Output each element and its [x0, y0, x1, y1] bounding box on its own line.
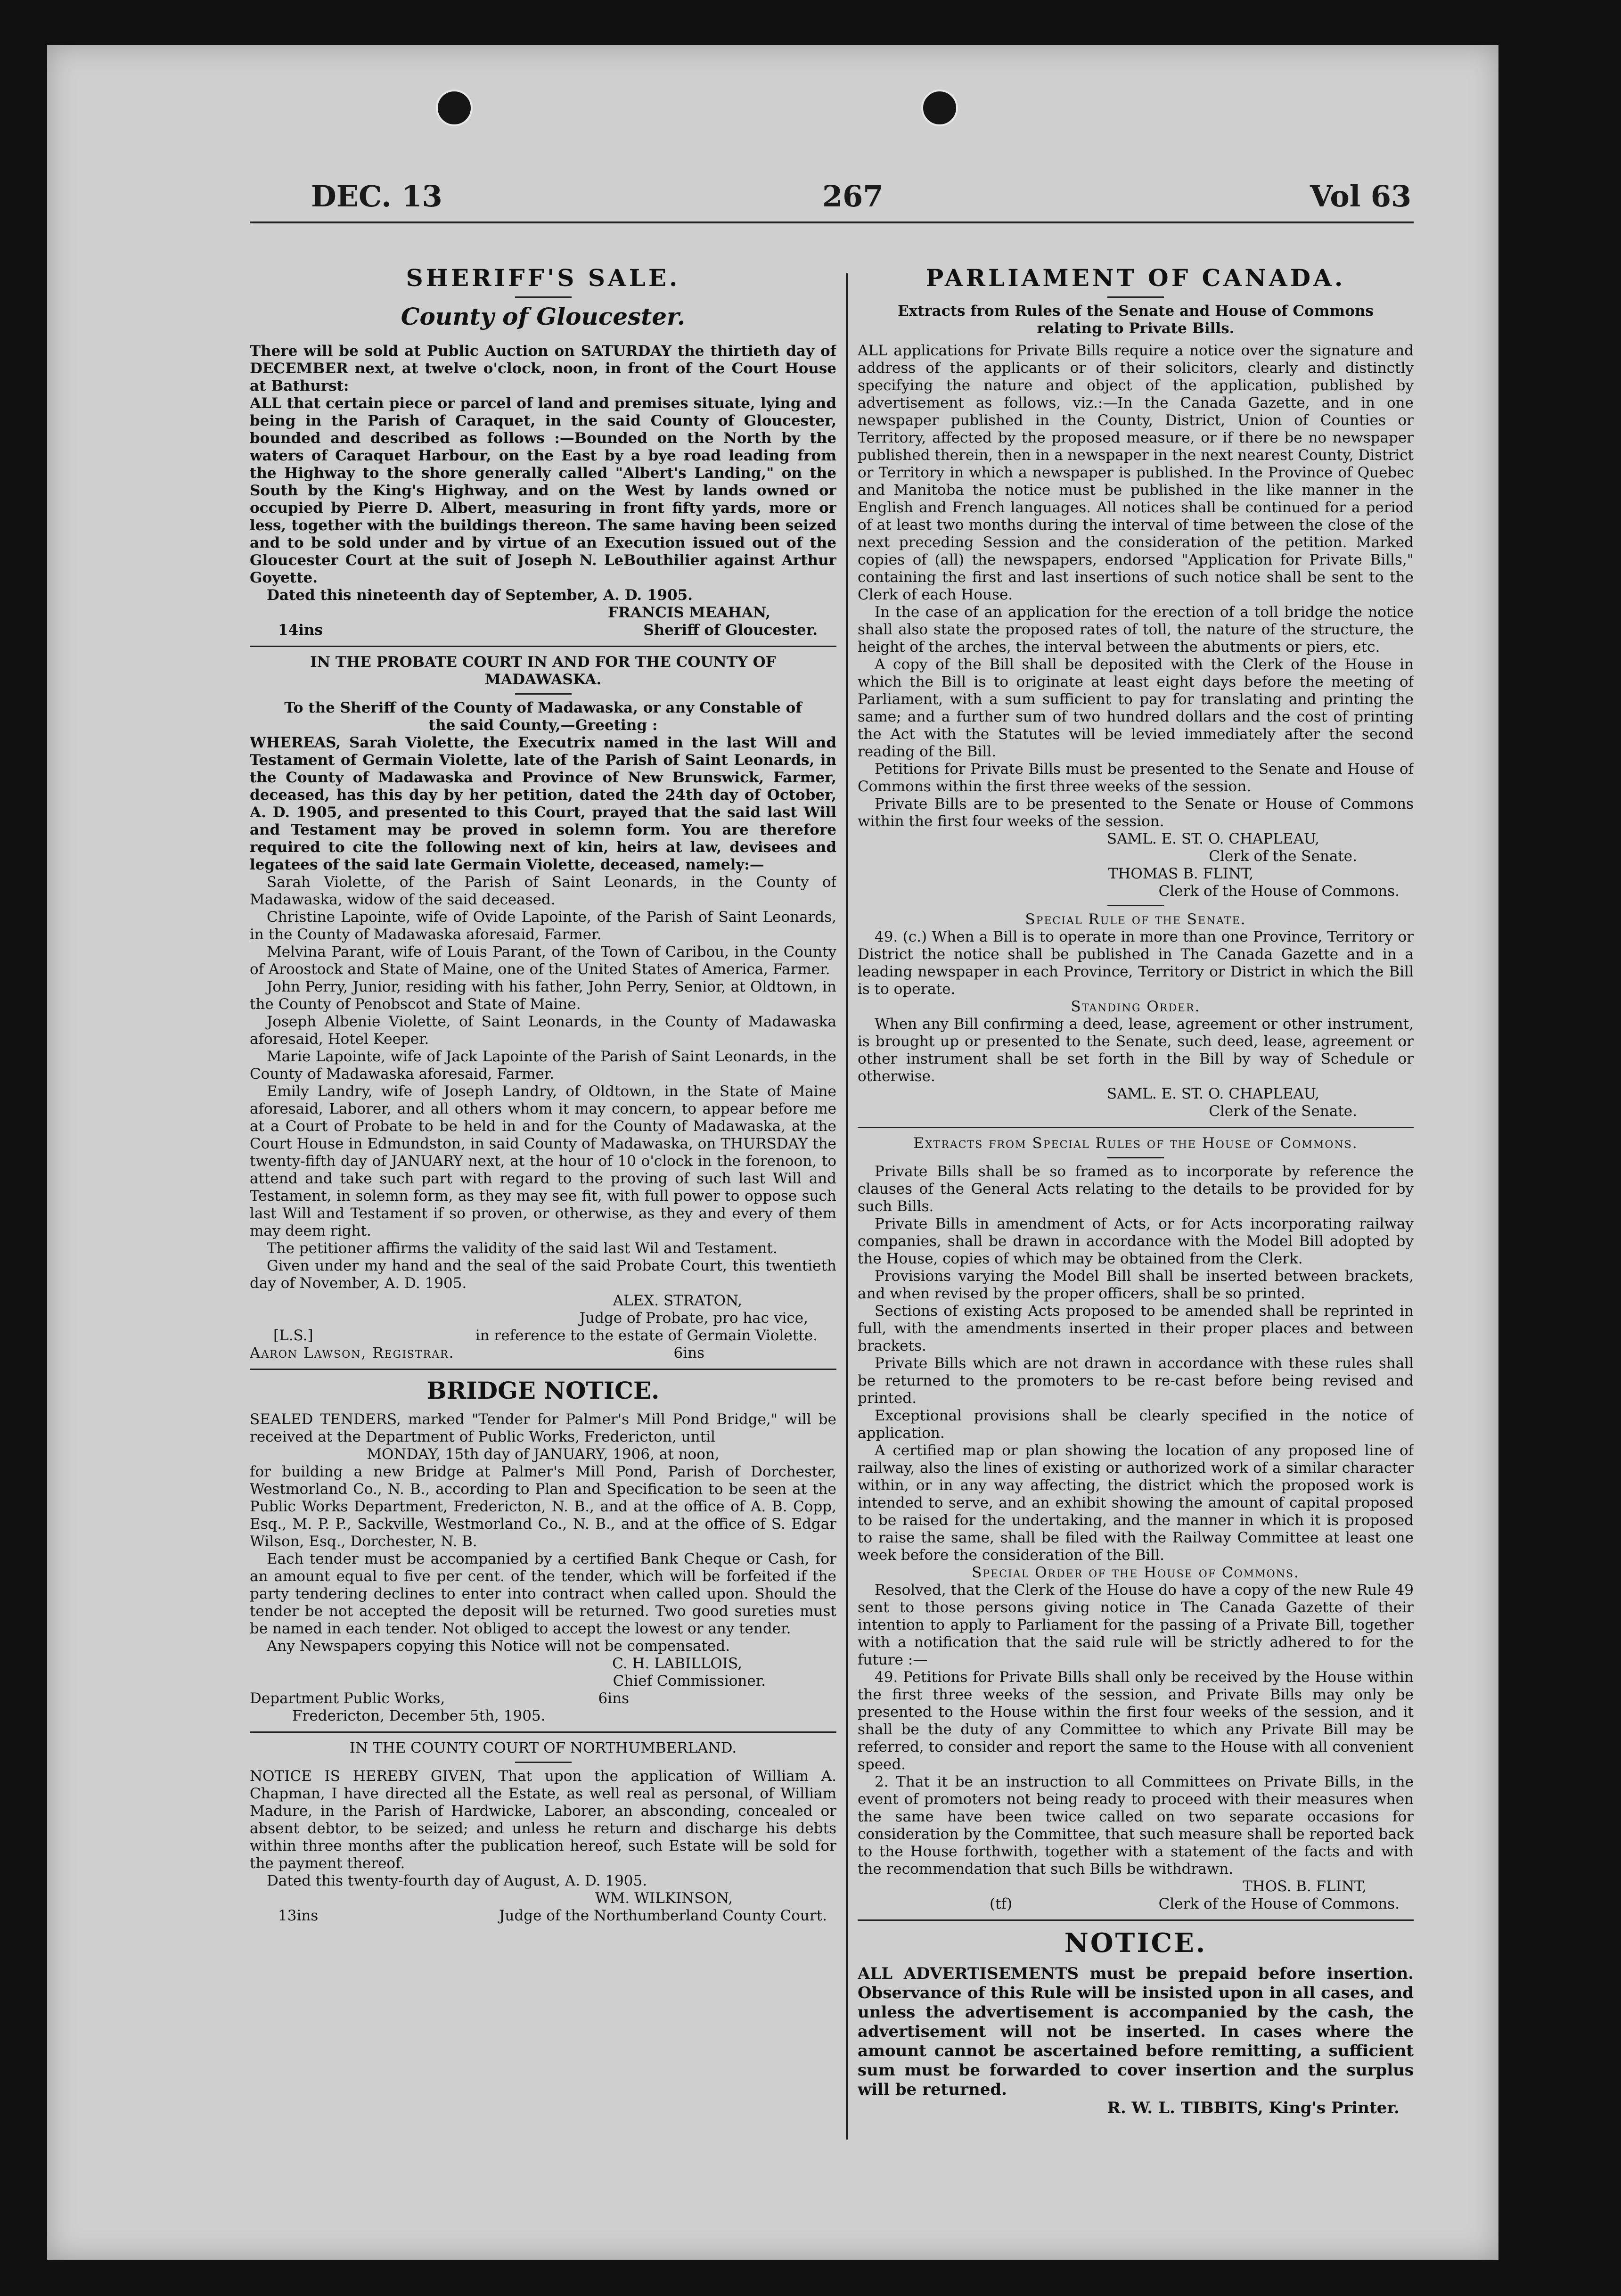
probate-whereas: WHEREAS, Sarah Violette, the Executrix named in the last Will and Testament of Germain Violette, late of the Parish of Saint Leonards, in the County of Madawaska and Province of New Brunswick, Farmer, deceased, has this day by her petition, dated the 24th day of October, A. D. 1905, and presented to this Court, prayed that the said last Will and Testament may be proved in solemn form. You are therefore required to cite the following next of kin, heirs at law, devisees and legatees of the said late Germain Violette, deceased, namely:—: [250, 734, 836, 873]
bridge-paragraph: for building a new Bridge at Palmer's Mill Pond, Parish of Dorchester, Westmorland Co., N. B., according to Plan and Specification to be seen at the Public Works Department, Fredericton, N. B., and at the office of A. B. Copp, Esq., M. P. P., Sackville, Westmorland Co., N. B., and at the office of S. Edgar Wilson, Esq., Dorchester, N. B.: [250, 1463, 836, 1550]
probate-heir: John Perry, Junior, residing with his father, John Perry, Senior, at Oldtown, in the County of Penobscot and State of Maine.: [250, 978, 836, 1013]
sheriff-dated: Dated this nineteenth day of September, A. D. 1905.: [267, 587, 693, 604]
sheriff-signer: FRANCIS MEAHAN,: [608, 604, 770, 621]
bridge-signer-title: Chief Commissioner.: [613, 1673, 766, 1689]
standing-order: When any Bill confirming a deed, lease, agreement or other instrument, is brought up or presented to the Senate, such deed, lease, agreement or other instrument shall be set forth in the Bill by way of Schedule or otherwise.: [858, 1016, 1414, 1085]
county-court-paragraph: NOTICE IS HEREBY GIVEN, That upon the application of William A. Chapman, I have directed all the Estate, as well real as personal, of William Madure, in the Parish of Hardwicke, Laborer, an absconding, concealed or absent debtor, to be seized; and unless he return and discharge his debts within three months after the publication hereof, such Estate will be sold for the payment thereof.: [250, 1768, 836, 1872]
bridge-signer: C. H. LABILLOIS,: [612, 1655, 742, 1672]
bridge-place-date: Fredericton, December 5th, 1905.: [292, 1707, 546, 1724]
county-court-signer: WM. WILKINSON,: [595, 1890, 733, 1907]
left-column: [250, 264, 836, 2130]
resolved-paragraph: Resolved, that the Clerk of the House do have a copy of the new Rule 49 sent to those persons giving notice in The Canada Gazette of their intention to apply to Parliament for the passing of a Private Bill, together with a notification that the said rule will be strictly adhered to for the future :—: [858, 1582, 1414, 1668]
insertions: 14ins: [278, 622, 323, 639]
divider: [858, 1127, 1414, 1128]
senate-clerk-signer: SAML. E. ST. O. CHAPLEAU,: [1106, 1085, 1319, 1102]
parliament-paragraph: Petitions for Private Bills must be presented to the Senate and House of Commons within the first three weeks of the session.: [858, 761, 1414, 795]
divider: [858, 1919, 1414, 1921]
probate-heir: Melvina Parant, wife of Louis Parant, of the Town of Caribou, in the County of Aroostock and State of Maine, one of the United States of America, Farmer.: [250, 943, 836, 978]
county-heading: County of Gloucester.: [401, 303, 686, 330]
commons-clerk-signer: THOS. B. FLINT,: [1243, 1878, 1367, 1895]
right-column: [858, 264, 1414, 2149]
bridge-notice-title: BRIDGE NOTICE.: [426, 1377, 660, 1404]
parliament-paragraph: Private Bills are to be presented to the Senate or House of Commons within the first four weeks of the session.: [858, 795, 1414, 830]
probate-reference: in reference to the estate of Germain Violette.: [475, 1327, 818, 1344]
header-page-number: 267: [822, 179, 884, 213]
parliament-subtitle: Extracts from Rules of the Senate and House of Commons relating to Private Bills.: [897, 303, 1374, 337]
senate-clerk-title: Clerk of the Senate.: [1209, 848, 1357, 865]
parliament-paragraph: A copy of the Bill shall be deposited with the Clerk of the House in which the Bill is to originate at least eight days before the meeting of Parliament, with a sum sufficient to pay for translating and printing the same; and a further sum of two hundred dollars and the cost of printing the Act with the Statutes will be levied immediately after the second reading of the Bill.: [858, 656, 1414, 760]
sheriff-paragraph: There will be sold at Public Auction on SATURDAY the thirtieth day of DECEMBER next, at twelve o'clock, noon, in front of the Court House at Bathurst:: [250, 343, 836, 394]
county-court-signer-title: Judge of the Northumberland County Court.: [499, 1907, 827, 1924]
senate-clerk-signer: SAML. E. ST. O. CHAPLEAU,: [1106, 830, 1319, 847]
divider: [515, 296, 572, 298]
parliament-paragraph: In the case of an application for the erection of a toll bridge the notice shall also state the proposed rates of toll, the nature of the structure, the height of the arches, the interval between the abutments or piers, etc.: [858, 604, 1414, 656]
commons-rule: Provisions varying the Model Bill shall be inserted between brackets, and when revised by the proper officers, shall be so printed.: [858, 1268, 1414, 1302]
probate-address: To the Sheriff of the County of Madawaska, or any Constable of the said County,—Greeting :: [284, 699, 802, 734]
rule-49: 49. Petitions for Private Bills shall only be received by the House within the first three weeks of the session, and Private Bills may only be presented to the House within the first four weeks of the session, and it shall be the duty of any Committee to which any Private Bill may be referred, to consider and report the same to the House with all convenient speed.: [858, 1669, 1414, 1773]
county-court-title: IN THE COUNTY COURT OF NORTHUMBERLAND.: [349, 1739, 737, 1756]
punch-hole: [921, 90, 958, 126]
divider: [250, 646, 836, 647]
header-date: DEC. 13: [311, 179, 442, 213]
rule-49c: 49. (c.) When a Bill is to operate in more than one Province, Territory or District the notice shall be published in The Canada Gazette and in a leading newspaper in each Province, Territory or District in which the Bill is to operate.: [858, 928, 1414, 998]
probate-heir: Given under my hand and the seal of the said Probate Court, this twentieth day of November, A. D. 1905.: [250, 1257, 836, 1292]
commons-clerk-signer: THOMAS B. FLINT,: [1108, 865, 1253, 882]
parliament-title: PARLIAMENT OF CANADA.: [925, 264, 1346, 292]
bridge-paragraph: SEALED TENDERS, marked "Tender for Palmer's Mill Pond Bridge," will be received at the Department of Public Works, Fredericton, until: [250, 1411, 836, 1445]
probate-signer: ALEX. STRATON,: [613, 1292, 742, 1309]
senate-clerk-title: Clerk of the Senate.: [1209, 1103, 1357, 1120]
bridge-date-line: MONDAY, 15th day of JANUARY, 1906, at noon,: [367, 1446, 720, 1463]
insertions: 6ins: [598, 1690, 629, 1707]
commons-rule: Sections of existing Acts proposed to be amended shall be reprinted in full, with the amendments inserted in their proper places and between brackets.: [858, 1303, 1414, 1354]
probate-heir: Joseph Albenie Violette, of Saint Leonards, in the County of Madawaska aforesaid, Hotel Keeper.: [250, 1013, 836, 1048]
punch-hole: [436, 90, 473, 126]
probate-heir: Sarah Violette, of the Parish of Saint Leonards, in the County of Madawaska, widow of the said deceased.: [250, 874, 836, 908]
commons-rule: Private Bills which are not drawn in accordance with these rules shall be returned to the promoters to be re-cast before being revised and printed.: [858, 1355, 1414, 1407]
divider: [250, 1369, 836, 1370]
divider: [250, 1731, 836, 1733]
rule-2: 2. That it be an instruction to all Committees on Private Bills, in the event of promoters not being ready to proceed with their measures when the same have been twice called on two separate occasions for consideration by the Committee, that such measure shall be reported back to the House forthwith, together with a statement of the facts and with the recommendation that such Bills be withdrawn.: [858, 1773, 1414, 1878]
county-court-dated: Dated this twenty-fourth day of August, A. D. 1905.: [267, 1872, 647, 1889]
divider: [515, 693, 572, 695]
standing-order-heading: Standing Order.: [1071, 998, 1201, 1015]
sheriff-sale-title: SHERIFF'S SALE.: [406, 264, 680, 292]
commons-rule: A certified map or plan showing the location of any proposed line of railway, also the lines of existing or authorized work of a similar character within, or in any way affecting, the district which the proposed work is intended to serve, and an exhibit showing the amount of capital proposed to be raised for the undertaking, and the manner in which it is proposed to raise the same, shall be filed with the Railway Committee at least one week before the consideration of the Bill.: [858, 1442, 1414, 1564]
insertions: 6ins: [673, 1345, 704, 1361]
probate-heir: Marie Lapointe, wife of Jack Lapointe of the Parish of Saint Leonards, in the County of Madawaska aforesaid, Farmer.: [250, 1048, 836, 1082]
sheriff-paragraph: ALL that certain piece or parcel of land and premises situate, lying and being in the Parish of Caraquet, in the said County of Gloucester, bounded and described as follows :—Bounded on the North by the waters of Caraquet Harbour, on the East by a bye road leading from the Highway to the shore generally called "Albert's Landing," on the South by the King's Highway, and on the West by lands owned or occupied by Pierre D. Albert, measuring in front fifty yards, more or less, together with the buildings thereon. The same having been seized and to be sold under and by virtue of an Execution issued out of the Gloucester Court at the suit of Joseph N. LeBouthilier against Arthur Goyette.: [250, 395, 836, 586]
commons-clerk-title: Clerk of the House of Commons.: [1158, 883, 1400, 900]
column-divider: [846, 273, 848, 2140]
probate-title: IN THE PROBATE COURT IN AND FOR THE COUNTY OF MADAWASKA.: [310, 654, 776, 688]
commons-rule: Private Bills shall be so framed as to incorporate by reference the clauses of the General Acts relating to the details to be provided for by such Bills.: [858, 1163, 1414, 1215]
special-order-heading: Special Order of the House of Commons.: [972, 1564, 1300, 1581]
divider: [1107, 296, 1164, 298]
parliament-paragraph: ALL applications for Private Bills require a notice over the signature and address of the applicants or of their solicitors, clearly and distinctly specifying the nature and object of the application, published by advertisement as follows, viz.:—In the Canada Gazette, and in one newspaper published in the County, District, Union of Counties or Territory, affected by the proposed measure, or if there be no newspaper published therein, then in a newspaper in the next nearest County, District or Territory in which a newspaper is published. In the Province of Quebec and Manitoba the notice must be published in the like manner in the English and French languages. All notices shall be continued for a period of at least two months during the interval of time between the close of the next preceding Session and the consideration of the petition. Marked copies of (all) the newspapers, endorsed "Application for Private Bills," containing the first and last insertions of such notice shall be sent to the Clerk of each House.: [858, 342, 1414, 603]
commons-rule: Private Bills in amendment of Acts, or for Acts incorporating railway companies, shall be drawn in accordance with the Model Bill adopted by the House, copies of which may be obtained from the Clerk.: [858, 1215, 1414, 1267]
department: Department Public Works,: [250, 1690, 445, 1707]
special-rule-heading: Special Rule of the Senate.: [1025, 911, 1246, 928]
probate-heir: The petitioner affirms the validity of the said last Wil and Testament.: [267, 1240, 778, 1257]
divider: [1107, 1157, 1164, 1158]
divider: [515, 1762, 572, 1763]
commons-rules-heading: Extracts from Special Rules of the House of Commons.: [913, 1135, 1358, 1152]
probate-heir: Christine Lapointe, wife of Ovide Lapointe, of the Parish of Saint Leonards, in the County of Madawaska aforesaid, Farmer.: [250, 909, 836, 943]
till-forbid-mark: (tf): [990, 1895, 1013, 1912]
notice-title: NOTICE.: [1064, 1927, 1207, 1959]
notice-paragraph: ALL ADVERTISEMENTS must be prepaid before insertion. Observance of this Rule will be insisted upon in all cases, and unless the advertisement is accompanied by the cash, the advertisement will not be inserted. In cases where the amount cannot be ascertained before remitting, a sufficient sum must be forwarded to cover insertion and the surplus will be returned.: [858, 1964, 1414, 2099]
divider: [1107, 905, 1164, 906]
header-volume: Vol 63: [1310, 179, 1412, 213]
seal: [L.S.]: [273, 1327, 313, 1344]
bridge-paragraph: Any Newspapers copying this Notice will not be compensated.: [267, 1638, 730, 1655]
commons-rule: Exceptional provisions shall be clearly specified in the notice of application.: [858, 1407, 1414, 1442]
registrar: Aaron Lawson, Registrar.: [250, 1345, 455, 1361]
insertions: 13ins: [278, 1907, 319, 1924]
kings-printer-signer: R. W. L. TIBBITS, King's Printer.: [1107, 2099, 1400, 2117]
header-rule: [250, 221, 1414, 223]
probate-heir: Emily Landry, wife of Joseph Landry, of Oldtown, in the State of Maine aforesaid, Laborer, and all others whom it may concern, to appear before me at a Court of Probate to be held in and for the County of Madawaska, at the Court House in Edmundston, in said County of Madawaska, on THURSDAY the twenty-fifth day of JANUARY next, at the hour of 10 o'clock in the forenoon, to attend and take such part with regard to the proving of such last Will and Testament, in solemn form, as they may see fit, with full power to oppose such last Will and Testament if so proven, or otherwise, as they and every of them may deem right.: [250, 1083, 836, 1239]
probate-signer-title: Judge of Probate, pro hac vice,: [579, 1310, 808, 1327]
commons-clerk-title: Clerk of the House of Commons.: [1158, 1895, 1400, 1912]
bridge-paragraph: Each tender must be accompanied by a certified Bank Cheque or Cash, for an amount equal to five per cent. of the tender, which will be forfeited if the party tendering declines to enter into contract when called upon. Should the tender be not accepted the deposit will be returned. Two good sureties must be named in each tender. Not obliged to accept the lowest or any tender.: [250, 1550, 836, 1637]
sheriff-signer-title: Sheriff of Gloucester.: [643, 622, 818, 639]
